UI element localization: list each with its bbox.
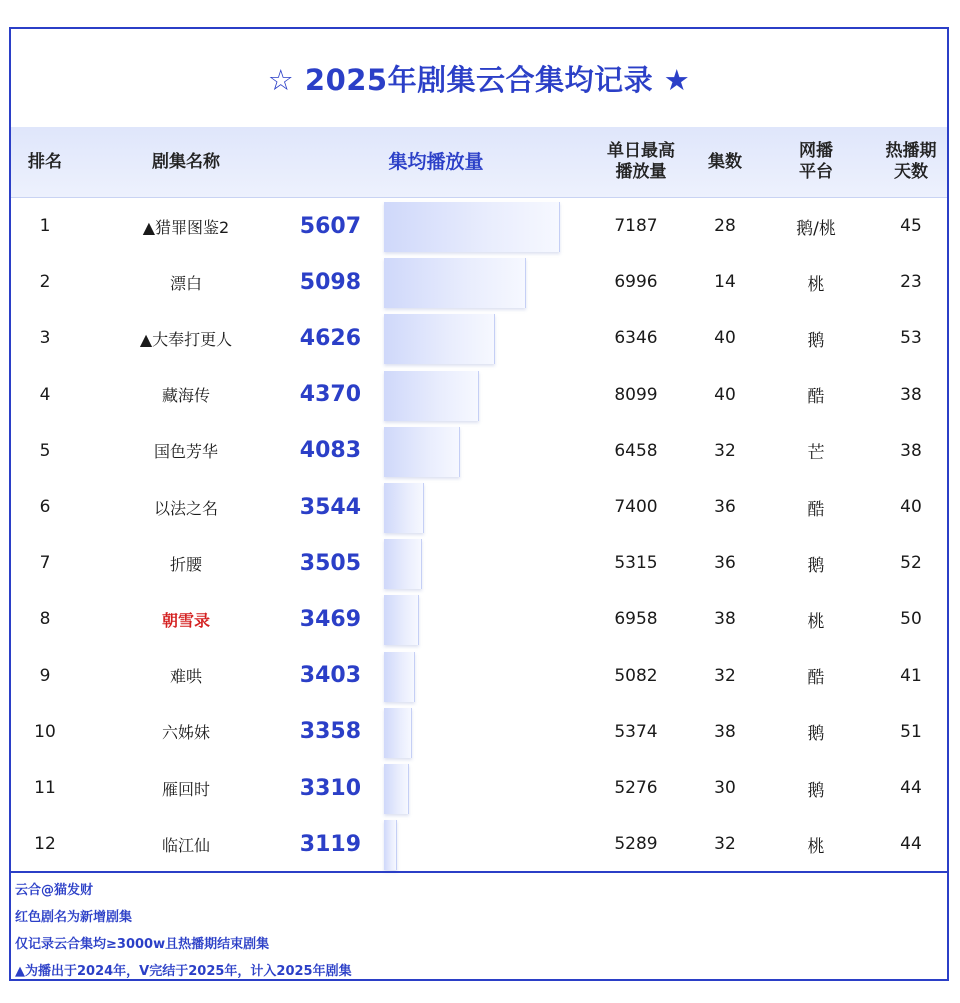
drama-name-cell: 六姊妹 xyxy=(161,723,210,743)
episodes-cell: 40 xyxy=(714,384,736,405)
avg-bar xyxy=(384,202,560,252)
rank-cell: 1 xyxy=(39,216,51,236)
drama-name-cell: ▲大奉打更人 xyxy=(139,329,233,349)
days-cell: 38 xyxy=(900,384,922,405)
footer xyxy=(11,871,947,983)
header-platform-line1: 网播 xyxy=(799,141,833,161)
table-row xyxy=(11,535,947,591)
rank-cell: 6 xyxy=(39,497,51,517)
drama-name-cell: 以法之名 xyxy=(153,498,218,518)
footer-note-triangle: ▲为播出于2024年，V完结于2025年，计入2025年剧集 xyxy=(15,964,352,979)
peak-cell: 5315 xyxy=(614,553,658,574)
peak-cell: 5276 xyxy=(614,778,658,798)
days-cell: 38 xyxy=(900,440,922,461)
rank-cell: 9 xyxy=(39,665,51,686)
header-days-line1: 热播期 xyxy=(885,141,937,161)
episodes-cell: 30 xyxy=(714,778,736,798)
header-rank: 排名 xyxy=(28,151,62,172)
peak-cell: 5082 xyxy=(614,665,658,686)
days-cell: 50 xyxy=(900,609,922,630)
table-row xyxy=(11,423,947,479)
avg-bar xyxy=(384,258,526,308)
avg-value-cell: 3469 xyxy=(299,606,361,632)
table-row xyxy=(11,648,947,704)
days-cell: 53 xyxy=(900,328,922,349)
avg-value-cell: 3119 xyxy=(299,831,361,857)
avg-value-cell: 3544 xyxy=(299,494,361,520)
peak-cell: 7400 xyxy=(614,497,658,517)
avg-bar xyxy=(384,708,412,758)
chart-title: ☆ 2025年剧集云合集均记录 ★ xyxy=(267,62,691,97)
avg-bar xyxy=(384,595,419,645)
header-peak xyxy=(581,127,701,197)
episodes-cell: 38 xyxy=(714,721,736,742)
days-cell: 23 xyxy=(900,272,922,293)
peak-cell: 6458 xyxy=(614,440,658,461)
title-bar xyxy=(11,29,947,129)
avg-bar xyxy=(384,483,424,533)
header-days xyxy=(873,127,949,197)
avg-value-cell: 4083 xyxy=(299,438,361,464)
drama-name-cell: 漂白 xyxy=(169,273,202,293)
days-cell: 51 xyxy=(900,721,922,742)
rank-cell: 7 xyxy=(39,553,51,574)
platform-cell: 鹅 xyxy=(807,330,825,351)
drama-name-cell: 国色芳华 xyxy=(153,442,218,462)
rank-cell: 4 xyxy=(39,384,51,405)
platform-cell: 鹅/桃 xyxy=(796,218,836,239)
header-platform xyxy=(781,127,851,197)
episodes-cell: 36 xyxy=(714,497,736,517)
rank-cell: 8 xyxy=(39,609,51,630)
days-cell: 44 xyxy=(900,834,922,855)
table-row xyxy=(11,591,947,647)
table-row xyxy=(11,310,947,366)
table-row xyxy=(11,198,947,254)
header-avg: 集均播放量 xyxy=(388,150,484,173)
peak-cell: 8099 xyxy=(614,384,658,405)
rank-cell: 11 xyxy=(34,778,56,798)
avg-value-cell: 4370 xyxy=(299,382,361,408)
table-header xyxy=(11,127,947,198)
platform-cell: 鹅 xyxy=(807,555,825,576)
drama-name-cell: ▲猎罪图鉴2 xyxy=(142,217,230,237)
peak-cell: 6346 xyxy=(614,328,658,349)
episodes-cell: 32 xyxy=(714,440,736,461)
avg-bar xyxy=(384,427,460,477)
episodes-cell: 14 xyxy=(714,272,736,293)
rank-cell: 12 xyxy=(34,834,56,855)
header-days-line2: 天数 xyxy=(894,162,928,182)
avg-bar xyxy=(384,652,415,702)
header-episodes: 集数 xyxy=(708,151,742,172)
episodes-cell: 38 xyxy=(714,609,736,630)
avg-value-cell: 3310 xyxy=(299,775,361,801)
rank-cell: 2 xyxy=(39,272,51,293)
footer-note-source: 云合@猫发财 xyxy=(15,883,94,898)
table-row xyxy=(11,479,947,535)
platform-cell: 酷 xyxy=(807,387,825,408)
platform-cell: 桃 xyxy=(807,836,825,857)
avg-value-cell: 5607 xyxy=(299,213,361,239)
header-name: 剧集名称 xyxy=(152,151,220,172)
avg-value-cell: 3403 xyxy=(299,663,361,689)
platform-cell: 酷 xyxy=(807,499,825,520)
platform-cell: 鹅 xyxy=(807,780,825,801)
days-cell: 40 xyxy=(900,497,922,517)
rank-cell: 10 xyxy=(34,721,56,742)
days-cell: 52 xyxy=(900,553,922,574)
platform-cell: 鹅 xyxy=(807,724,825,745)
header-peak-line1: 单日最高 xyxy=(607,141,675,161)
platform-cell: 酷 xyxy=(807,668,825,689)
episodes-cell: 32 xyxy=(714,834,736,855)
drama-name-cell: 临江仙 xyxy=(161,835,210,855)
peak-cell: 6996 xyxy=(614,272,658,293)
platform-cell: 桃 xyxy=(807,274,825,295)
avg-bar xyxy=(384,314,495,364)
rank-cell: 5 xyxy=(39,440,51,461)
episodes-cell: 36 xyxy=(714,553,736,574)
drama-name-cell: 朝雪录 xyxy=(161,610,210,630)
table-row xyxy=(11,704,947,760)
drama-name-cell: 雁回时 xyxy=(161,779,210,799)
drama-name-cell: 难哄 xyxy=(169,667,202,687)
days-cell: 41 xyxy=(900,665,922,686)
avg-bar xyxy=(384,820,397,870)
avg-value-cell: 3505 xyxy=(299,550,361,576)
avg-value-cell: 5098 xyxy=(299,269,361,295)
episodes-cell: 40 xyxy=(714,328,736,349)
avg-bar xyxy=(384,539,422,589)
table-row xyxy=(11,816,947,872)
table-row xyxy=(11,367,947,423)
days-cell: 44 xyxy=(900,778,922,798)
drama-name-cell: 折腰 xyxy=(169,554,202,574)
avg-value-cell: 4626 xyxy=(299,325,361,351)
header-peak-line2: 播放量 xyxy=(615,162,667,182)
drama-name-cell: 藏海传 xyxy=(161,386,210,406)
platform-cell: 芒 xyxy=(807,443,825,464)
peak-cell: 5374 xyxy=(614,721,658,742)
episodes-cell: 28 xyxy=(714,216,736,236)
platform-cell: 桃 xyxy=(807,611,825,632)
peak-cell: 7187 xyxy=(614,216,658,236)
rank-cell: 3 xyxy=(39,328,51,349)
avg-bar xyxy=(384,371,479,421)
episodes-cell: 32 xyxy=(714,665,736,686)
header-platform-line2: 平台 xyxy=(799,162,833,182)
avg-value-cell: 3358 xyxy=(299,719,361,745)
chart-frame xyxy=(9,27,949,981)
avg-bar xyxy=(384,764,409,814)
footer-note-red: 红色剧名为新增剧集 xyxy=(15,910,133,925)
table-row xyxy=(11,254,947,310)
table-row xyxy=(11,760,947,816)
peak-cell: 6958 xyxy=(614,609,658,630)
days-cell: 45 xyxy=(900,216,922,236)
footer-note-criteria: 仅记录云合集均≥3000w且热播期结束剧集 xyxy=(15,937,270,952)
peak-cell: 5289 xyxy=(614,834,658,855)
